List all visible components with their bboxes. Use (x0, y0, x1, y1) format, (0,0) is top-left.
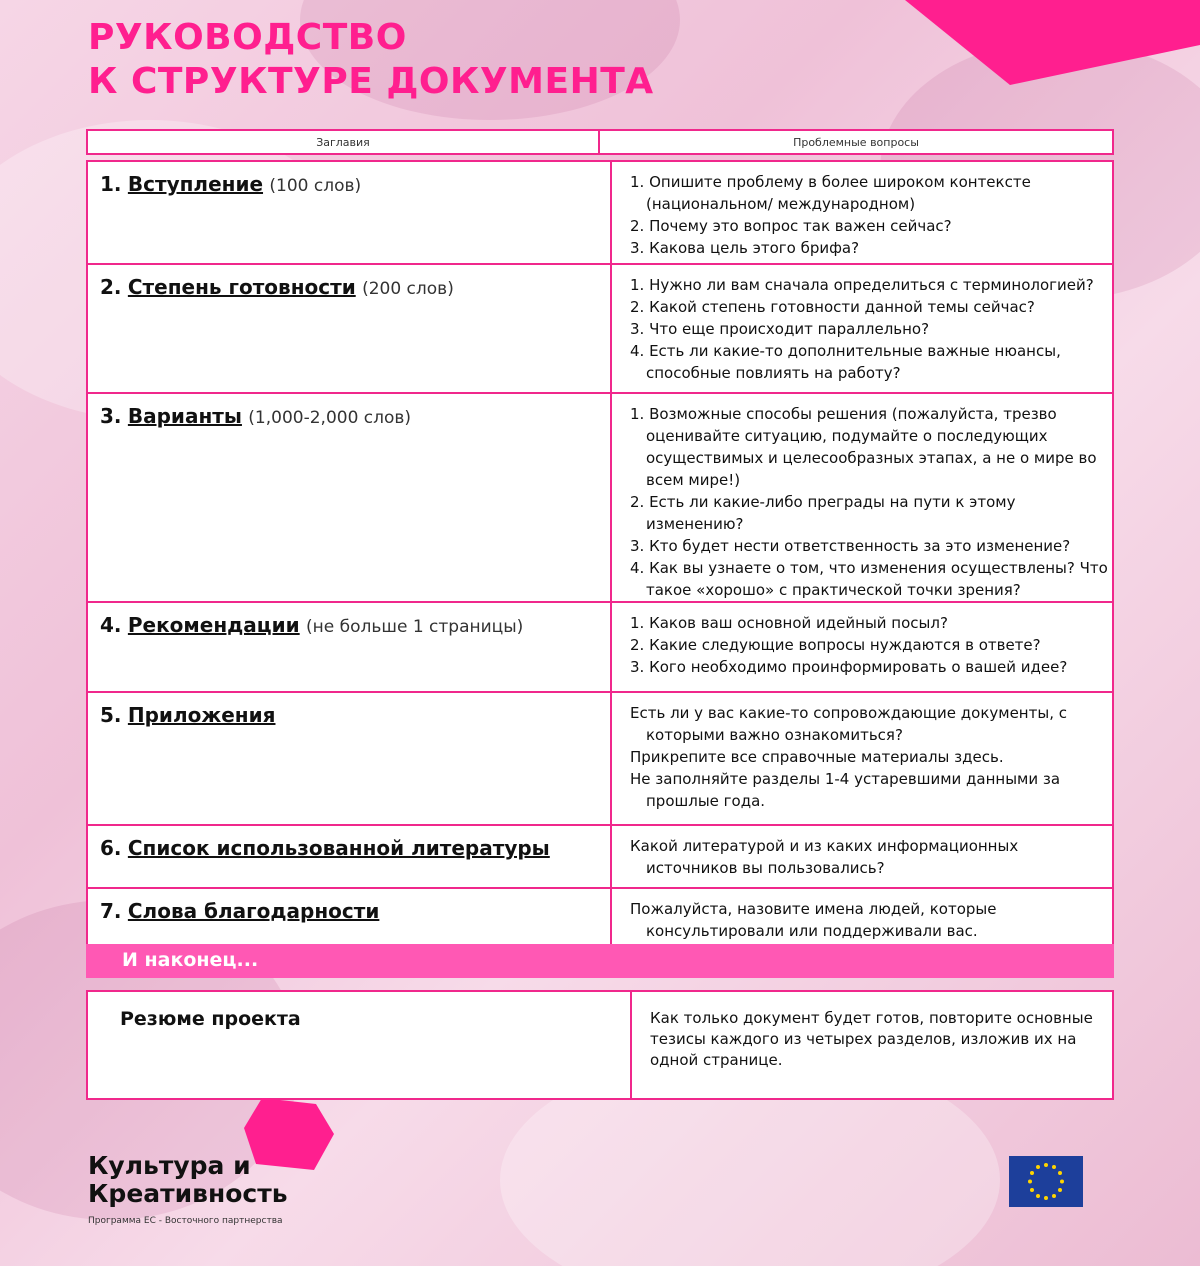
section-questions (611, 888, 1113, 948)
finally-label: И наконец... (122, 949, 259, 971)
structure-table (86, 160, 1114, 949)
list-item: Прикрепите все справочные материалы здесь. (630, 748, 1004, 766)
section-note: (200 слов) (362, 279, 454, 299)
section-title: Варианты (127, 404, 242, 428)
section-note: (1,000-2,000 слов) (248, 408, 412, 428)
section-questions (611, 825, 1113, 888)
list-item: 4. Есть ли какие-то дополнительные важные нюансы, способные повлиять на работу? (630, 342, 1061, 382)
section-questions (611, 393, 1113, 602)
list-item: 3. Кого необходимо проинформировать о вашей идее? (630, 658, 1068, 676)
section-note: (не больше 1 страницы) (306, 617, 524, 637)
section-questions (611, 264, 1113, 393)
list-item: 2. Какой степень готовности данной темы сейчас? (630, 298, 1035, 316)
list-item: 2. Почему это вопрос так важен сейчас? (630, 217, 952, 235)
section-title: Степень готовности (127, 275, 356, 299)
table-row (87, 602, 1113, 692)
section-heading: 2. Степень готовности (200 слов) (87, 264, 611, 393)
list-item: 3. Кто будет нести ответственность за это изменение? (630, 537, 1071, 555)
list-item: 1. Каков ваш основной идейный посыл? (630, 614, 948, 632)
section-title: Вступление (127, 172, 264, 196)
table-row (87, 393, 1113, 602)
list-item: 1. Возможные способы решения (пожалуйста, трезво оценивайте ситуацию, подумайте о последующих осуществимых и целесообразных этапах, а не о мире во всем мире!) (630, 405, 1097, 489)
list-item: 1. Опишите проблему в более широком контексте (национальном/ международном) (630, 173, 1031, 213)
list-item: 1. Нужно ли вам сначала определиться с терминологией? (630, 276, 1094, 294)
eu-flag-icon (1009, 1156, 1083, 1207)
list-item: 2. Есть ли какие-либо преграды на пути к этому изменению? (630, 493, 1016, 533)
summary-heading: Резюме проекта (87, 991, 631, 1099)
list-item: Не заполняйте разделы 1-4 устаревшими данными за прошлые года. (630, 770, 1061, 810)
section-heading: 7. Слова благодарности (87, 888, 611, 948)
section-heading: 1. Вступление (100 слов) (87, 161, 611, 264)
section-title: Слова благодарности (127, 899, 380, 923)
list-item: 3. Что еще происходит параллельно? (630, 320, 930, 338)
section-heading: 3. Варианты (1,000-2,000 слов) (87, 393, 611, 602)
list-item: Пожалуйста, назовите имена людей, которые консультировали или поддерживали вас. (630, 900, 997, 940)
section-heading: 6. Список использованной литературы (87, 825, 611, 888)
brand-logo: Культура и Креативность (88, 1151, 288, 1208)
table-row (87, 161, 1113, 264)
summary-table (86, 990, 1114, 1100)
table-header (86, 129, 1114, 155)
list-item: 4. Как вы узнаете о том, что изменения осуществлены? Что такое «хорошо» с практической точки зрения? (630, 559, 1108, 599)
list-item: 2. Какие следующие вопросы нуждаются в ответе? (630, 636, 1041, 654)
section-questions (611, 692, 1113, 825)
table-row (87, 888, 1113, 948)
table-row (87, 692, 1113, 825)
section-title: Приложения (127, 703, 276, 727)
section-note: (100 слов) (269, 176, 362, 196)
page-title: РУКОВОДСТВО К СТРУКТУРЕ ДОКУМЕНТА (88, 17, 654, 102)
section-questions (611, 602, 1113, 692)
section-heading: 5. Приложения (87, 692, 611, 825)
section-title: Рекомендации (127, 613, 300, 637)
list-item: Какой литературой и из каких информационных источников вы пользовались? (630, 837, 1019, 877)
section-title: Список использованной литературы (127, 836, 550, 860)
list-item: Есть ли у вас какие-то сопровождающие документы, с которыми важно ознакомиться? (630, 704, 1067, 744)
section-questions (611, 161, 1113, 264)
table-row (87, 264, 1113, 393)
summary-text: Как только документ будет готов, повторите основные тезисы каждого из четырех разделов, изложив их на одной странице. (631, 991, 1113, 1099)
table-row (87, 991, 1113, 1099)
finally-band (86, 944, 1114, 978)
header-questions: Проблемные вопросы (599, 130, 1113, 154)
header-titles: Заглавия (87, 130, 599, 154)
brand-subtitle: Программа ЕС - Восточного партнерства (88, 1216, 283, 1226)
table-row (87, 825, 1113, 888)
list-item: 3. Какова цель этого брифа? (630, 239, 860, 257)
section-heading: 4. Рекомендации (не больше 1 страницы) (87, 602, 611, 692)
